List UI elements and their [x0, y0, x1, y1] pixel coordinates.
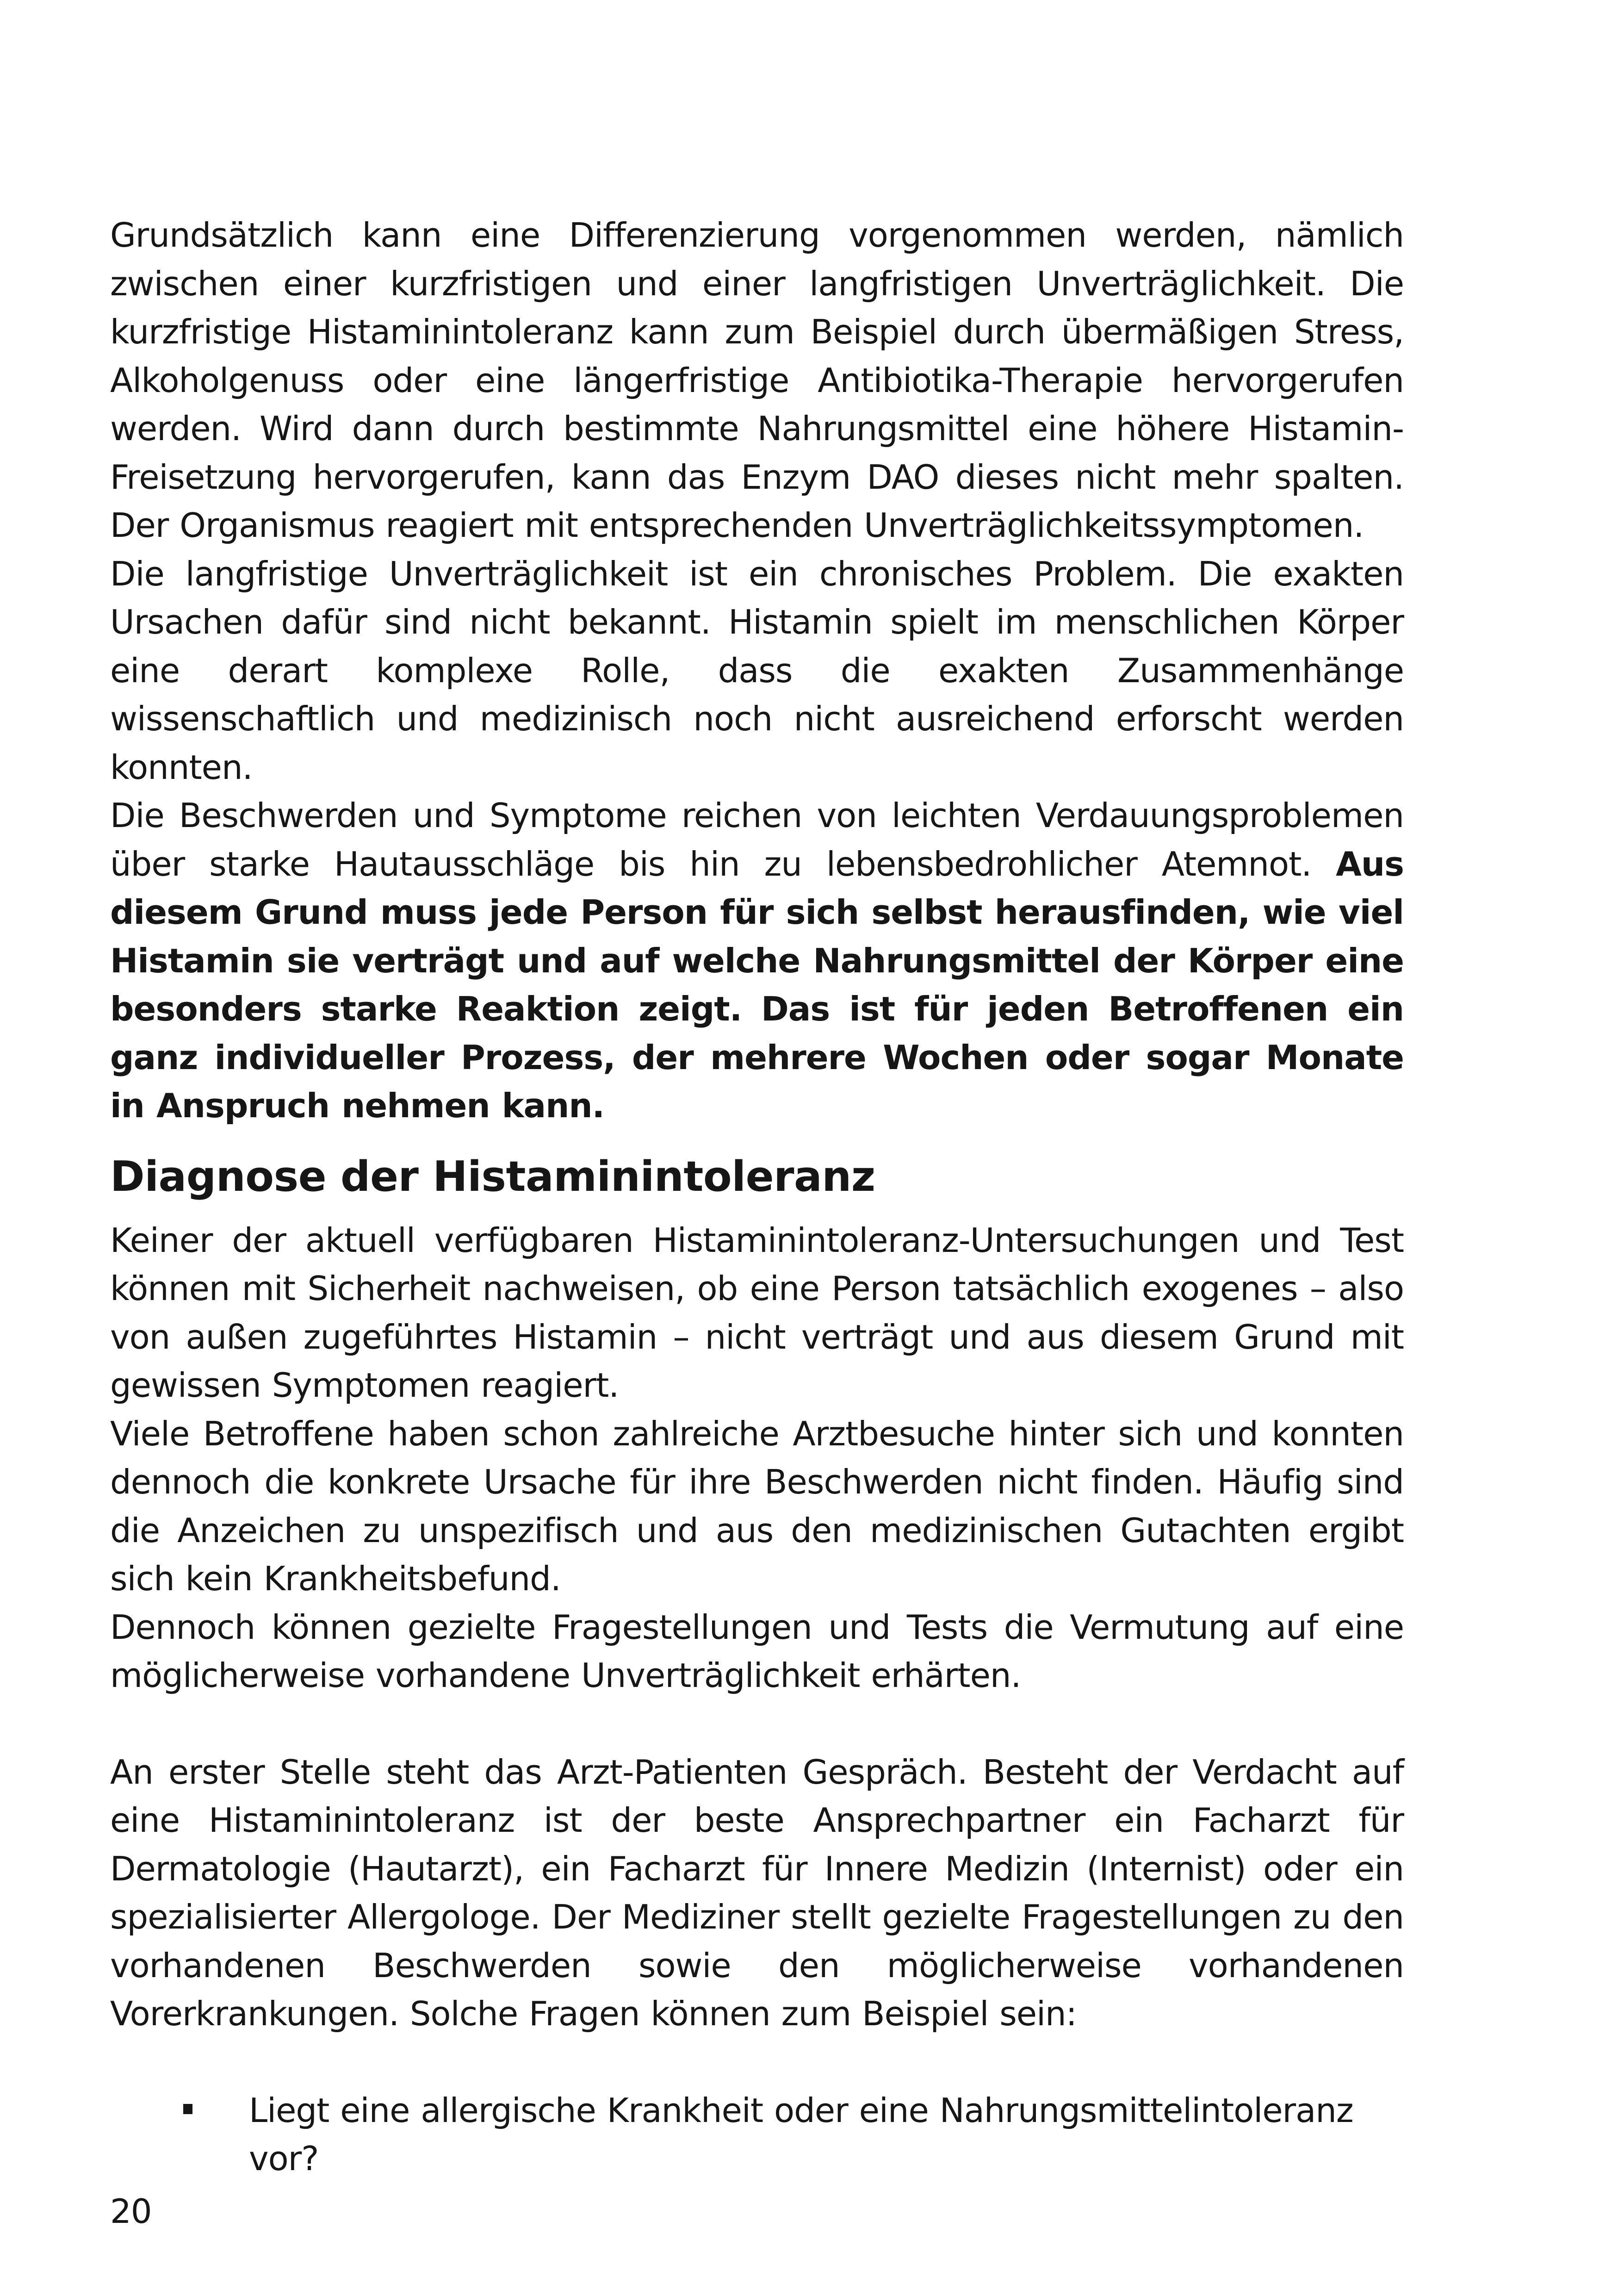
paragraph-short-long-term: Grundsätzlich kann eine Differenzierung vorgenommen werden, nämlich zwischen einer kurzfristigen und einer langfristigen Unverträglichkeit. Die kurzfristige Histaminintoleranz kann zum Beispiel durch übermäßigen Stress, Alkoholgenuss oder eine längerfristige Antibiotika-Therapie hervorgerufen werden. Wird dann durch bestimmte Nahrungsmittel eine höhere Histamin-Freisetzung hervorgerufen, kann das Enzym DAO dieses nicht mehr spalten. Der Organismus reagiert mit entsprechenden Unverträglichkeitssymptomen.	[110, 216, 1404, 545]
paragraph-tests: Keiner der aktuell verfügbaren Histaminintoleranz-Untersuchungen und Test können mit Sicherheit nachweisen, ob eine Person tatsächlich exogenes – also von außen zugeführtes Histamin – nicht verträgt und aus diesem Grund mit gewissen Symptomen reagiert.	[110, 1220, 1404, 1405]
list-item-text: Liegt eine allergische Krankheit oder eine Nahrungsmittelintoleranz vor?	[249, 2091, 1353, 2178]
list-item	[110, 2086, 1404, 2183]
square-bullet-icon	[183, 2104, 192, 2114]
section-heading: Diagnose der Histaminintoleranz	[110, 1152, 875, 1201]
symptoms-emphasis: Aus diesem Grund muss jede Person für sich selbst herausfinden, wie viel Histamin sie verträgt und auf welche Nahrungsmittel der Körper eine besonders starke Reaktion zeigt. Das ist für jeden Betroffenen ein ganz individueller Prozess, der mehrere Wochen oder sogar Monate in Anspruch nehmen kann.	[110, 844, 1404, 1125]
paragraph-consultation: An erster Stelle steht das Arzt-Patienten Gespräch. Besteht der Verdacht auf eine Histaminintoleranz ist der beste Ansprechpartner ein Facharzt für Dermatologie (Hautarzt), ein Facharzt für Innere Medizin (Internist) oder ein spezialisierter Allergologe. Der Mediziner stellt gezielte Fragestellungen zu den vorhandenen Beschwerden sowie den möglicherweise vorhandenen Vorerkrankungen. Solche Fragen können zum Beispiel sein:	[110, 1752, 1404, 2033]
paragraph-chronic: Die langfristige Unverträglichkeit ist ein chronisches Problem. Die exakten Ursachen dafür sind nicht bekannt. Histamin spielt im menschlichen Körper eine derart komplexe Rolle, dass die exakten Zusammenhänge wissenschaftlich und medizinisch noch nicht ausreichend erforscht werden konnten.	[110, 554, 1404, 787]
page-number: 20	[110, 2192, 152, 2231]
page-content	[110, 211, 1404, 2183]
paragraph-symptoms	[110, 791, 1404, 1130]
symptoms-text: Die Beschwerden und Symptome reichen von leichten Verdauungsproblemen über starke Hautausschläge bis hin zu lebensbedrohlicher Atemnot.	[110, 796, 1404, 884]
question-list	[110, 2086, 1404, 2183]
paragraph-targeted-questions: Dennoch können gezielte Fragestellungen und Tests die Vermutung auf eine möglicherweise vorhandene Unverträglichkeit erhärten.	[110, 1607, 1404, 1695]
paragraph-gap	[110, 1700, 1404, 1748]
paragraph-doctor-visits: Viele Betroffene haben schon zahlreiche Arztbesuche hinter sich und konnten dennoch die konkrete Ursache für ihre Beschwerden nicht finden. Häufig sind die Anzeichen zu unspezifisch und aus den medizinischen Gutachten ergibt sich kein Krankheitsbefund.	[110, 1414, 1404, 1598]
